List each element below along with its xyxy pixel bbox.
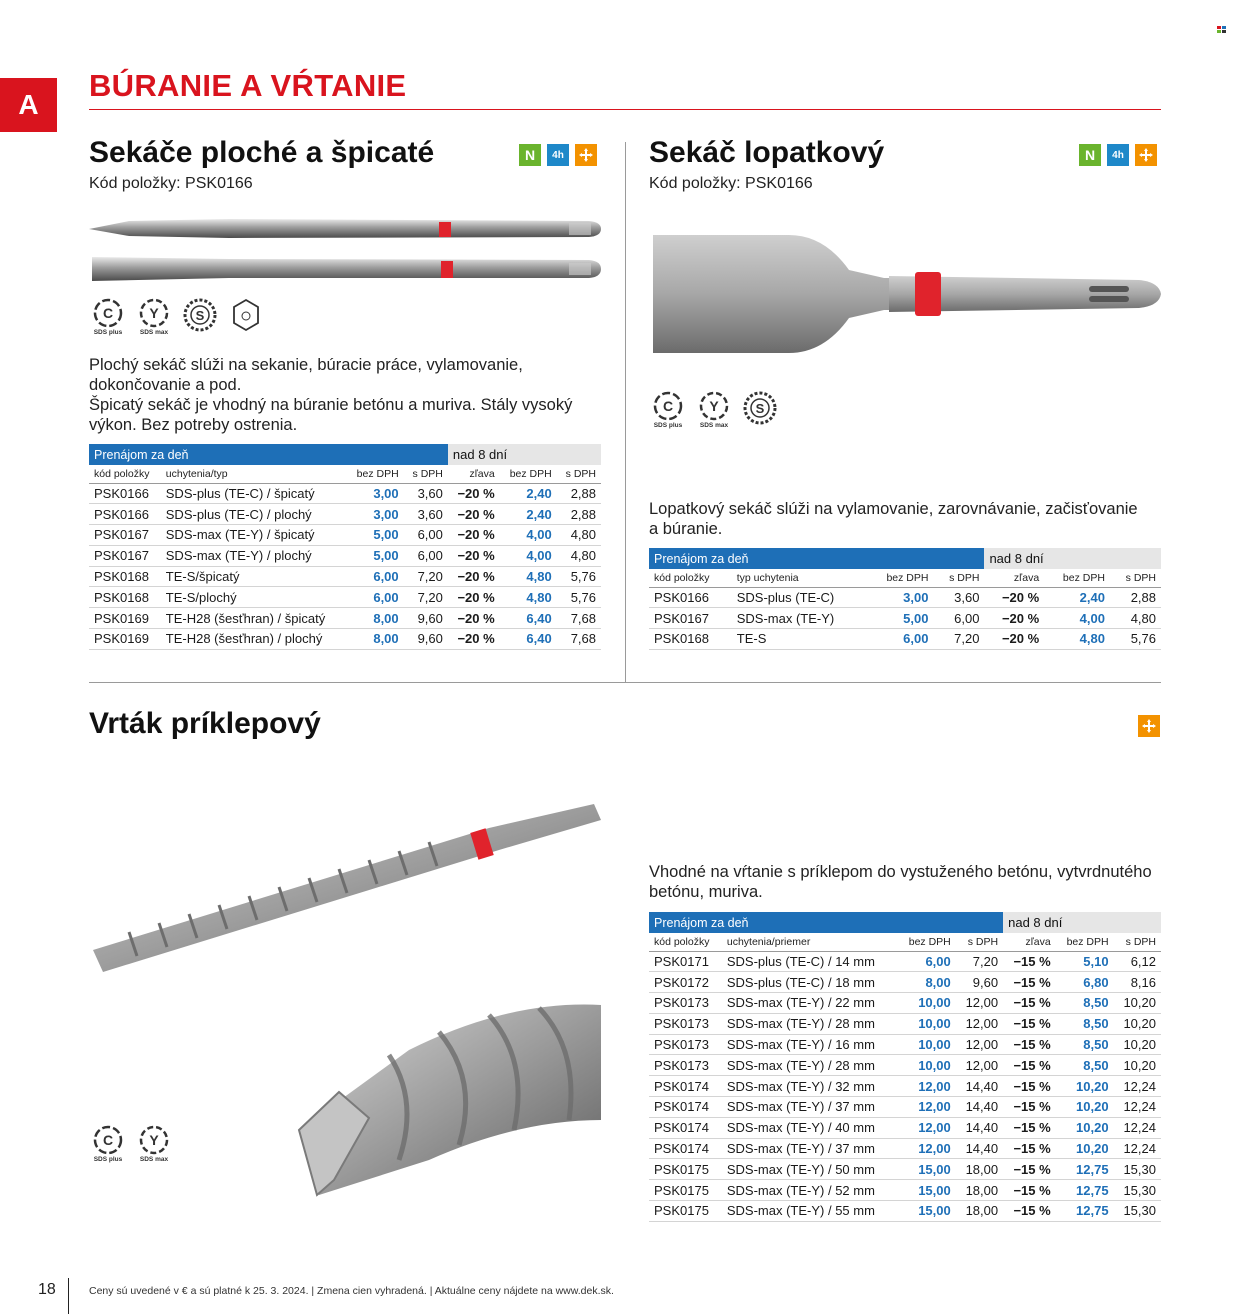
table-cell: −20 % (448, 587, 500, 608)
table-cell: −20 % (448, 525, 500, 546)
table-cell: 18,00 (956, 1201, 1003, 1222)
table-row (89, 483, 601, 504)
table-cell: −20 % (984, 587, 1044, 608)
table-cell: PSK0174 (649, 1097, 722, 1118)
table-cell: 12,24 (1114, 1117, 1161, 1138)
table-cell: 4,80 (557, 525, 601, 546)
section3-badges (1138, 715, 1160, 737)
table-cell: PSK0175 (649, 1159, 722, 1180)
page-number: 18 (38, 1281, 56, 1298)
table-cell: 18,00 (956, 1159, 1003, 1180)
table-cell: 8,00 (898, 972, 956, 993)
table-cell: 10,20 (1114, 993, 1161, 1014)
table-cell: −15 % (1003, 1034, 1056, 1055)
table-cell: 6,40 (500, 608, 557, 629)
table-cell: 5,76 (557, 566, 601, 587)
table-cell: 15,30 (1114, 1201, 1161, 1222)
rental-4h-icon: 4h (547, 144, 569, 166)
svg-text:S: S (755, 401, 765, 416)
table-cell: PSK0167 (89, 525, 161, 546)
table-cell: PSK0174 (649, 1117, 722, 1138)
table-cell: 3,00 (347, 504, 404, 525)
table-row (649, 1034, 1161, 1055)
te-s-shank-icon (741, 391, 779, 425)
table-cell: 12,00 (898, 1117, 956, 1138)
section2-badges (1079, 144, 1157, 166)
table-row (649, 1117, 1161, 1138)
table-cell: 15,30 (1114, 1180, 1161, 1201)
table-cell: 15,30 (1114, 1159, 1161, 1180)
table-cell: 12,00 (956, 1034, 1003, 1055)
table-cell: SDS-max (TE-Y) / 16 mm (722, 1034, 898, 1055)
table-cell: −15 % (1003, 1201, 1056, 1222)
table-cell: 4,80 (500, 566, 557, 587)
table-cell: TE-H28 (šesťhran) / plochý (161, 629, 347, 650)
table-cell: 12,00 (956, 993, 1003, 1014)
table-cell: 5,10 (1056, 951, 1114, 972)
table-cell: PSK0171 (649, 951, 722, 972)
table-cell: 15,00 (898, 1159, 956, 1180)
svg-text:Y: Y (149, 305, 159, 321)
table-cell: −15 % (1003, 951, 1056, 972)
table-cell: 9,60 (956, 972, 1003, 993)
table-cell: PSK0167 (649, 608, 732, 629)
footer-note: Ceny sú uvedené v € a sú platné k 25. 3. 2024. | Zmena cien vyhradená. | Aktuálne ceny nájdete na www.dek.sk. (89, 1285, 614, 1297)
table-cell: 2,40 (1044, 587, 1110, 608)
table-cell: PSK0166 (89, 504, 161, 525)
table-row (649, 972, 1161, 993)
table-cell: 8,50 (1056, 1055, 1114, 1076)
table-cell: 6,00 (933, 608, 984, 629)
section1-title: Sekáče ploché a špicaté (89, 136, 435, 169)
table-cell: TE-S/špicatý (161, 566, 347, 587)
table-cell: −15 % (1003, 1076, 1056, 1097)
table-row (649, 993, 1161, 1014)
table-cell: 8,50 (1056, 1013, 1114, 1034)
table-cell: PSK0173 (649, 1013, 722, 1034)
table-cell: 12,24 (1114, 1076, 1161, 1097)
hex-shank-icon (227, 298, 265, 332)
table-cell: PSK0169 (89, 629, 161, 650)
sds-max-icon: Y SDS max (135, 298, 173, 336)
rental-4h-icon: 4h (1107, 144, 1129, 166)
section1-code: Kód položky: PSK0166 (89, 175, 253, 192)
table-cell: 5,76 (557, 587, 601, 608)
table-cell: −20 % (984, 629, 1044, 650)
table-cell: PSK0166 (89, 483, 161, 504)
table-cell: SDS-plus (TE-C) / špicatý (161, 483, 347, 504)
table-cell: 4,80 (500, 587, 557, 608)
table-row (89, 629, 601, 650)
table-cell: 10,20 (1114, 1034, 1161, 1055)
table-row (649, 587, 1161, 608)
table-cell: −20 % (448, 504, 500, 525)
table-cell: SDS-plus (TE-C) / 14 mm (722, 951, 898, 972)
new-icon: N (1079, 144, 1101, 166)
table-cell: −15 % (1003, 1159, 1056, 1180)
section2-code: Kód položky: PSK0166 (649, 175, 813, 192)
delivery-arrows-icon (1138, 715, 1160, 737)
table-cell: 15,00 (898, 1180, 956, 1201)
table-cell: 10,00 (898, 1034, 956, 1055)
svg-text:S: S (195, 308, 205, 323)
te-s-shank-icon (181, 298, 219, 332)
table-cell: SDS-max (TE-Y) / 40 mm (722, 1117, 898, 1138)
table-cell: 2,88 (1110, 587, 1161, 608)
table-cell: 12,24 (1114, 1138, 1161, 1159)
table-cell: 7,68 (557, 629, 601, 650)
table-row (89, 587, 601, 608)
table-cell: SDS-max (TE-Y) / 37 mm (722, 1097, 898, 1118)
table-cell: −15 % (1003, 1013, 1056, 1034)
table-row (649, 1055, 1161, 1076)
table-cell: 4,00 (500, 545, 557, 566)
table-cell: 6,00 (868, 629, 934, 650)
table-cell: PSK0167 (89, 545, 161, 566)
table-cell: 6,00 (347, 587, 404, 608)
section1-badges (519, 144, 597, 166)
table-cell: 4,00 (500, 525, 557, 546)
table-row (649, 1097, 1161, 1118)
table-cell: 7,20 (956, 951, 1003, 972)
table-cell: 2,88 (557, 504, 601, 525)
table-cell: SDS-max (TE-Y) / 37 mm (722, 1138, 898, 1159)
table-cell: 8,16 (1114, 972, 1161, 993)
table-cell: PSK0168 (89, 566, 161, 587)
table-row (649, 1138, 1161, 1159)
table-row (89, 525, 601, 546)
table-cell: 7,68 (557, 608, 601, 629)
brand-logo-icon (1217, 26, 1227, 34)
table-row (89, 608, 601, 629)
sds-max-icon: Y SDS max (695, 391, 733, 429)
column-divider (625, 142, 626, 682)
table-row (649, 951, 1161, 972)
table-cell: PSK0173 (649, 1034, 722, 1055)
table-cell: 3,60 (933, 587, 984, 608)
table-cell: 3,00 (868, 587, 934, 608)
new-icon: N (519, 144, 541, 166)
table-row (649, 1159, 1161, 1180)
spade-chisel-image (649, 230, 1163, 358)
section1-shank-icons (89, 298, 265, 336)
table-row (649, 1180, 1161, 1201)
table-cell: SDS-max (TE-Y) / 32 mm (722, 1076, 898, 1097)
table-row (649, 1201, 1161, 1222)
table-cell: 10,20 (1056, 1117, 1114, 1138)
table-cell: SDS-max (TE-Y) / špicatý (161, 525, 347, 546)
table-cell: 3,60 (404, 504, 448, 525)
table-row (89, 504, 601, 525)
sds-plus-icon: C SDS plus (89, 298, 127, 336)
section2-description: Lopatkový sekáč slúži na vylamovanie, zarovnávanie, začisťovanie a búranie. (649, 500, 1138, 538)
table-cell: 5,00 (347, 545, 404, 566)
table-row (649, 1076, 1161, 1097)
table-cell: 5,76 (1110, 629, 1161, 650)
table-cell: 8,50 (1056, 993, 1114, 1014)
table-cell: 6,00 (898, 951, 956, 972)
page-title: BÚRANIE A VŔTANIE (89, 68, 407, 103)
table-cell: PSK0169 (89, 608, 161, 629)
table-cell: 6,00 (404, 545, 448, 566)
table-cell: −15 % (1003, 1055, 1056, 1076)
table-cell: 7,20 (933, 629, 984, 650)
table-cell: TE-S (732, 629, 868, 650)
table-cell: SDS-max (TE-Y) / 22 mm (722, 993, 898, 1014)
section1-description: Plochý sekáč slúži na sekanie, búracie práce, vylamovanie, dokončovanie a pod. Špicatý sekáč je vhodný na búranie betónu a muriva. Stály vysoký výkon. Bez potreby ostrenia. (89, 356, 573, 434)
table-cell: PSK0172 (649, 972, 722, 993)
sds-max-icon: Y SDS max (135, 1125, 173, 1163)
table-cell: 12,75 (1056, 1159, 1114, 1180)
table-cell: 10,00 (898, 1013, 956, 1034)
sds-plus-icon: C SDS plus (649, 391, 687, 429)
table-cell: 10,20 (1056, 1076, 1114, 1097)
section2-shank-icons (649, 391, 779, 429)
table-cell: 12,00 (898, 1097, 956, 1118)
section2-title: Sekáč lopatkový (649, 136, 885, 169)
table-cell: −15 % (1003, 993, 1056, 1014)
table-cell: −20 % (448, 566, 500, 587)
section1-price-table: Prenájom za deň nad 8 dní kód položky uchytenia/typ bez DPH s DPH zľava bez DPH s DPH PSK0166 SDS-plus (TE-C) / špicatý 3,00 3,60 −20 % 2,40 2,88 PSK0166 SDS-plus (TE-C) / plochý 3,00 3,60 −20 % 2,40 2,88 PSK0167 SDS-max (TE-Y) / špicatý 5,00 6,00 −20 % 4,00 4,80 PSK0167 SDS-max (TE-Y) / plochý 5,00 6,00 −20 % 4,00 4,80 PSK0168 TE-S/špicatý 6,00 7,20 −20 % 4,80 5,76 PSK0168 TE-S/plochý 6,00 7,20 −20 % 4,80 5,76 PSK0169 TE-H28 (šesťhran) / špicatý 8,00 9,60 −20 % 6,40 7,68 PSK0169 TE-H28 (šesťhran) / plochý 8,00 9,60 −20 % 6,40 7,68 (89, 444, 601, 650)
table-cell: SDS-max (TE-Y) / 50 mm (722, 1159, 898, 1180)
table-cell: 12,75 (1056, 1180, 1114, 1201)
table-cell: SDS-plus (TE-C) / plochý (161, 504, 347, 525)
section2-price-table: Prenájom za deň nad 8 dní kód položky typ uchytenia bez DPH s DPH zľava bez DPH s DPH PSK0166 SDS-plus (TE-C) 3,00 3,60 −20 % 2,40 2,88 PSK0167 SDS-max (TE-Y) 5,00 6,00 −20 % 4,00 4,80 PSK0168 TE-S 6,00 7,20 −20 % 4,80 5,76 (649, 548, 1161, 650)
table-cell: 14,40 (956, 1117, 1003, 1138)
section3-shank-icons (89, 1125, 173, 1163)
table-cell: 18,00 (956, 1180, 1003, 1201)
section-tab: A (0, 78, 57, 132)
table-row (89, 566, 601, 587)
table-cell: SDS-max (TE-Y) / 55 mm (722, 1201, 898, 1222)
table-row (649, 1013, 1161, 1034)
table-cell: 6,00 (404, 525, 448, 546)
table-row (89, 545, 601, 566)
section3-title: Vrták príklepový (89, 707, 321, 740)
table-cell: 10,20 (1056, 1097, 1114, 1118)
svg-text:C: C (662, 398, 674, 414)
table-cell: 5,00 (868, 608, 934, 629)
table-cell: 12,00 (898, 1076, 956, 1097)
svg-text:C: C (102, 1132, 114, 1148)
table-cell: PSK0168 (89, 587, 161, 608)
table-cell: 4,80 (1044, 629, 1110, 650)
table-cell: 10,20 (1056, 1138, 1114, 1159)
section3-price-table: Prenájom za deň nad 8 dní kód položky uchytenia/priemer bez DPH s DPH zľava bez DPH s DPH PSK0171 SDS-plus (TE-C) / 14 mm 6,00 7,20 −15 % 5,10 6,12 PSK0172 SDS-plus (TE-C) / 18 mm 8,00 9,60 −15 % 6,80 8,16 PSK0173 SDS-max (TE-Y) / 22 mm 10,00 12,00 −15 % 8,50 10,20 PSK0173 SDS-max (TE-Y) / 28 mm 10,00 12,00 −15 % 8,50 10,20 PSK0173 SDS-max (TE-Y) / 16 mm 10,00 12,00 −15 % 8,50 10,20 PSK0173 SDS-max (TE-Y) / 28 mm 10,00 12,00 −15 % 8,50 10,20 PSK0174 SDS-max (TE-Y) / 32 mm 12,00 14,40 −15 % 10,20 12,24 PSK0174 SDS-max (TE-Y) / 37 mm 12,00 14,40 −15 % 10,20 12,24 PSK0174 SDS-max (TE-Y) / 40 mm 12,00 14,40 −15 % 10,20 12,24 PSK0174 SDS-max (TE-Y) / 37 mm 12,00 14,40 −15 % 10,20 12,24 PSK0175 SDS-max (TE-Y) / 50 mm 15,00 18,00 −15 % 12,75 15,30 PSK0175 SDS-max (TE-Y) / 52 mm 15,00 18,00 −15 % 12,75 15,30 PSK0175 SDS-max (TE-Y) / 55 mm 15,00 18,00 −15 % 12,75 15,30 (649, 912, 1161, 1222)
table-cell: TE-S/plochý (161, 587, 347, 608)
table-cell: SDS-plus (TE-C) (732, 587, 868, 608)
table-cell: −15 % (1003, 1097, 1056, 1118)
table-cell: 5,00 (347, 525, 404, 546)
svg-text:Y: Y (149, 1132, 159, 1148)
table-cell: PSK0175 (649, 1180, 722, 1201)
table-cell: −20 % (448, 545, 500, 566)
table-cell: 12,00 (898, 1138, 956, 1159)
table-cell: SDS-max (TE-Y) / 28 mm (722, 1013, 898, 1034)
table-cell: PSK0173 (649, 1055, 722, 1076)
table-cell: −15 % (1003, 972, 1056, 993)
table-row (649, 629, 1161, 650)
svg-text:C: C (102, 305, 114, 321)
table-cell: 10,00 (898, 993, 956, 1014)
table-cell: 12,00 (956, 1055, 1003, 1076)
table-cell: 14,40 (956, 1076, 1003, 1097)
svg-text:Y: Y (709, 398, 719, 414)
table-cell: SDS-max (TE-Y) / 52 mm (722, 1180, 898, 1201)
table-cell: 6,00 (347, 566, 404, 587)
table-cell: 2,40 (500, 504, 557, 525)
table-cell: PSK0168 (649, 629, 732, 650)
table-cell: −20 % (448, 629, 500, 650)
table-cell: PSK0166 (649, 587, 732, 608)
table-cell: −20 % (448, 608, 500, 629)
footer-divider (68, 1278, 69, 1314)
sds-plus-icon: C SDS plus (89, 1125, 127, 1163)
table-cell: 8,00 (347, 608, 404, 629)
table-cell: 8,00 (347, 629, 404, 650)
table-cell: 10,20 (1114, 1055, 1161, 1076)
table-cell: 12,00 (956, 1013, 1003, 1034)
table-cell: 6,40 (500, 629, 557, 650)
title-divider (89, 109, 1161, 110)
table-cell: 14,40 (956, 1097, 1003, 1118)
table-cell: 6,80 (1056, 972, 1114, 993)
table-cell: −20 % (448, 483, 500, 504)
table-cell: −15 % (1003, 1117, 1056, 1138)
table-cell: −15 % (1003, 1180, 1056, 1201)
table-cell: 12,75 (1056, 1201, 1114, 1222)
table-cell: 9,60 (404, 629, 448, 650)
section3-description: Vhodné na vŕtanie s príklepom do vystuženého betónu, vytvrdnutého betónu, muriva. (649, 863, 1152, 901)
table-cell: 15,00 (898, 1201, 956, 1222)
delivery-arrows-icon (1135, 144, 1157, 166)
table-cell: PSK0173 (649, 993, 722, 1014)
table-cell: 3,60 (404, 483, 448, 504)
table-cell: SDS-max (TE-Y) / 28 mm (722, 1055, 898, 1076)
table-cell: 7,20 (404, 566, 448, 587)
table-cell: 6,12 (1114, 951, 1161, 972)
table-cell: −20 % (984, 608, 1044, 629)
table-cell: PSK0174 (649, 1138, 722, 1159)
table-cell: 12,24 (1114, 1097, 1161, 1118)
table-cell: 4,00 (1044, 608, 1110, 629)
table-cell: 14,40 (956, 1138, 1003, 1159)
table-cell: SDS-plus (TE-C) / 18 mm (722, 972, 898, 993)
table-cell: 2,88 (557, 483, 601, 504)
pointed-and-flat-chisel-image (89, 213, 603, 287)
table-cell: 4,80 (1110, 608, 1161, 629)
delivery-arrows-icon (575, 144, 597, 166)
section-divider (89, 682, 1161, 683)
table-cell: 8,50 (1056, 1034, 1114, 1055)
table-cell: SDS-max (TE-Y) / plochý (161, 545, 347, 566)
table-cell: PSK0175 (649, 1201, 722, 1222)
table-cell: 3,00 (347, 483, 404, 504)
table-cell: 10,20 (1114, 1013, 1161, 1034)
table-cell: 9,60 (404, 608, 448, 629)
table-row (649, 608, 1161, 629)
table-cell: 10,00 (898, 1055, 956, 1076)
table-cell: PSK0174 (649, 1076, 722, 1097)
table-cell: 2,40 (500, 483, 557, 504)
table-cell: −15 % (1003, 1138, 1056, 1159)
table-cell: SDS-max (TE-Y) (732, 608, 868, 629)
table-cell: TE-H28 (šesťhran) / špicatý (161, 608, 347, 629)
table-cell: 4,80 (557, 545, 601, 566)
table-cell: 7,20 (404, 587, 448, 608)
